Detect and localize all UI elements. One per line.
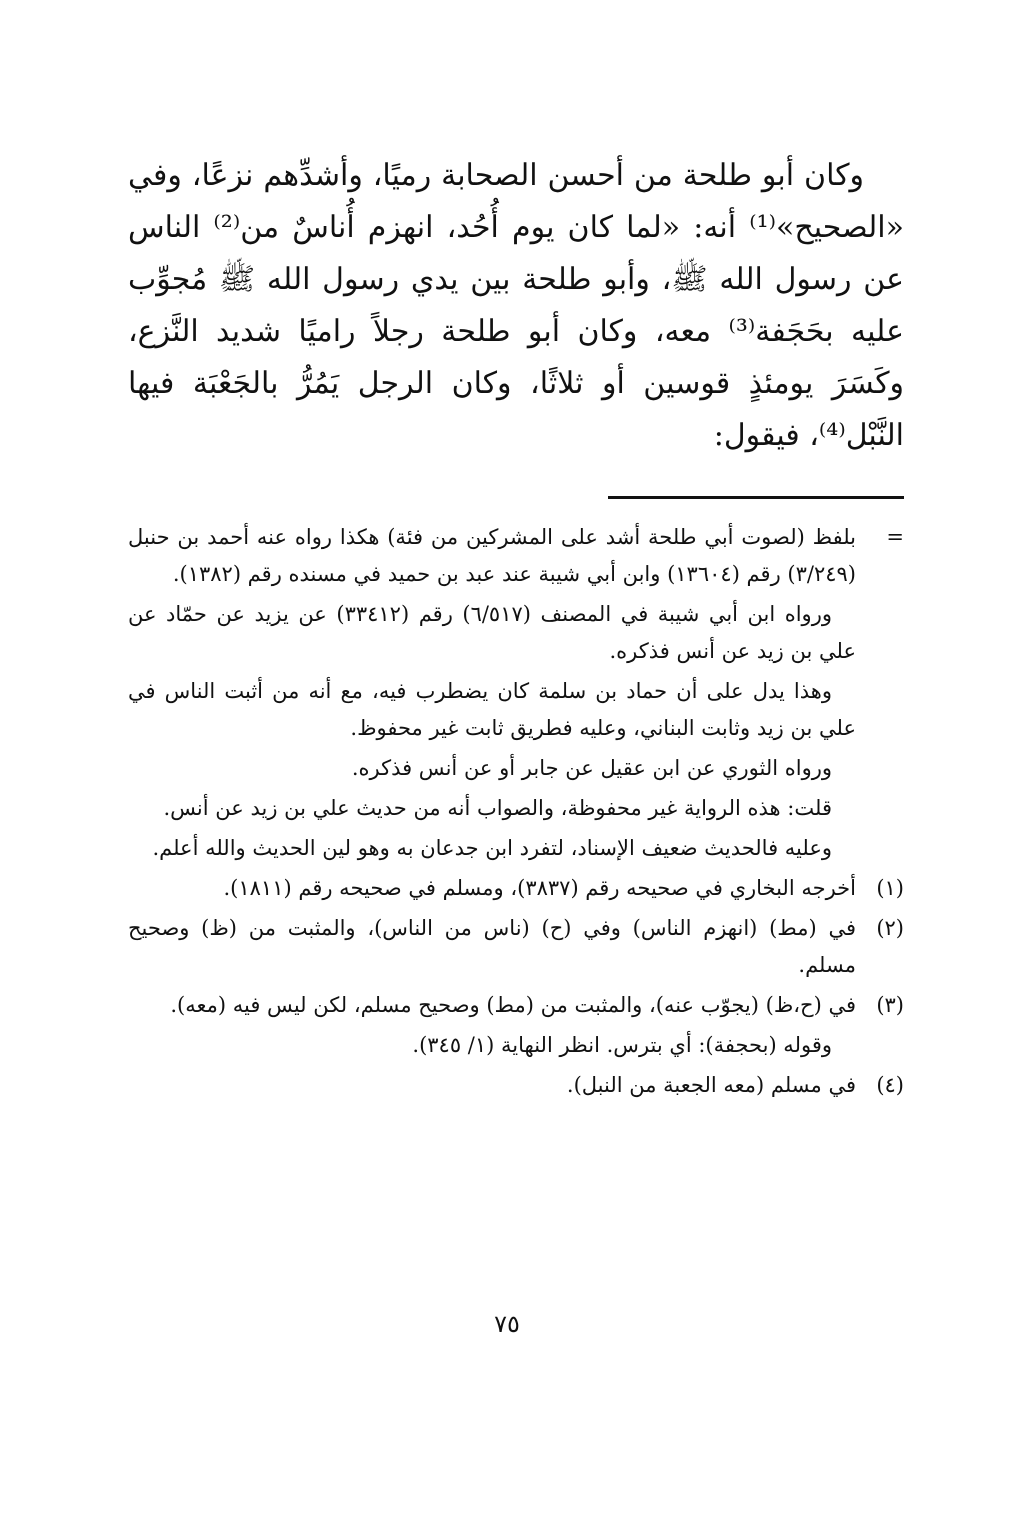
footnote-text: أخرجه البخاري في صحيحه رقم (٣٨٣٧)، ومسلم في صحيحه رقم (١٨١١).: [223, 876, 856, 900]
footnote-marker: =: [886, 525, 904, 549]
footnotes: [128, 519, 904, 1104]
footnote-paragraph: وعليه فالحديث ضعيف الإسناد، لتفرد ابن جدعان به وهو لين الحديث والله أعلم.: [152, 836, 832, 860]
footnote-text: في (مط) (انهزم الناس) وفي (ح) (ناس من الناس)، والمثبت من (ظ) وصحيح مسلم.: [128, 916, 856, 977]
footnote-marker: (٢): [876, 916, 904, 940]
footnote-text: في مسلم (معه الجعبة من النبل).: [566, 1073, 856, 1097]
footnote-4: [128, 1067, 904, 1104]
footnote-continuation: [128, 519, 904, 593]
footnote-paragraph: ورواه الثوري عن ابن عقيل عن جابر أو عن أنس فذكره.: [351, 756, 832, 780]
footnote-paragraph: ورواه ابن أبي شيبة في المصنف (٦/٥١٧) رقم (٣٣٤١٢) عن يزيد عن حمّاد عن علي بن زيد عن أنس فذكره.: [128, 602, 856, 663]
footnote-paragraph: وهذا يدل على أن حماد بن سلمة كان يضطرب فيه، مع أنه من أثبت الناس في علي بن زيد وثابت البناني، وعليه فطريق ثابت غير محفوظ.: [128, 679, 856, 740]
footnote-text: بلفظ (لصوت أبي طلحة أشد على المشركين من فئة) هكذا رواه عنه أحمد بن حنبل (٣/٢٤٩) رقم (١٣٦٠٤) وابن أبي شيبة عند عبد بن حميد في مسنده رقم (١٣٨٢).: [128, 525, 856, 586]
footnote-3: [128, 987, 904, 1024]
main-paragraph: وكان أبو طلحة من أحسن الصحابة رميًا، وأشدِّهم نزعًا، وفي «الصحيح»⁽¹⁾ أنه: «لما كان يوم أُحُد، انهزم أُناسٌ من⁽²⁾ الناس عن رسول الله ﷺ، وأبو طلحة بين يدي رسول الله ﷺ مُجوِّب عليه بحَجَفة⁽³⁾ معه، وكان أبو طلحة رجلاً راميًا شديد النَّزع، وكَسَرَ يومئذٍ قوسين أو ثلاثًا، وكان الرجل يَمُرُّ بالجَعْبَة فيها النَّبْل⁽⁴⁾، فيقول:: [128, 158, 904, 453]
footnote-marker: (٣): [876, 993, 904, 1017]
page-number: ٧٥: [494, 1310, 520, 1338]
footnote-marker: (٤): [876, 1073, 904, 1097]
footnote-paragraph: وقوله (بحجفة): أي بترس. انظر النهاية (١/ ٣٤٥).: [412, 1033, 832, 1057]
footnote-paragraph: قلت: هذه الرواية غير محفوظة، والصواب أنه من حديث علي بن زيد عن أنس.: [163, 796, 832, 820]
footnote-1: [128, 870, 904, 907]
footnote-marker: (١): [876, 876, 904, 900]
footnote-divider: [608, 496, 904, 499]
footnote-2: [128, 910, 904, 984]
page-body: [128, 150, 904, 1107]
main-text: [128, 150, 904, 462]
footnote-text: في (ح،ظ) (يجوّب عنه)، والمثبت من (مط) وصحيح مسلم، لكن ليس فيه (معه).: [170, 993, 856, 1017]
